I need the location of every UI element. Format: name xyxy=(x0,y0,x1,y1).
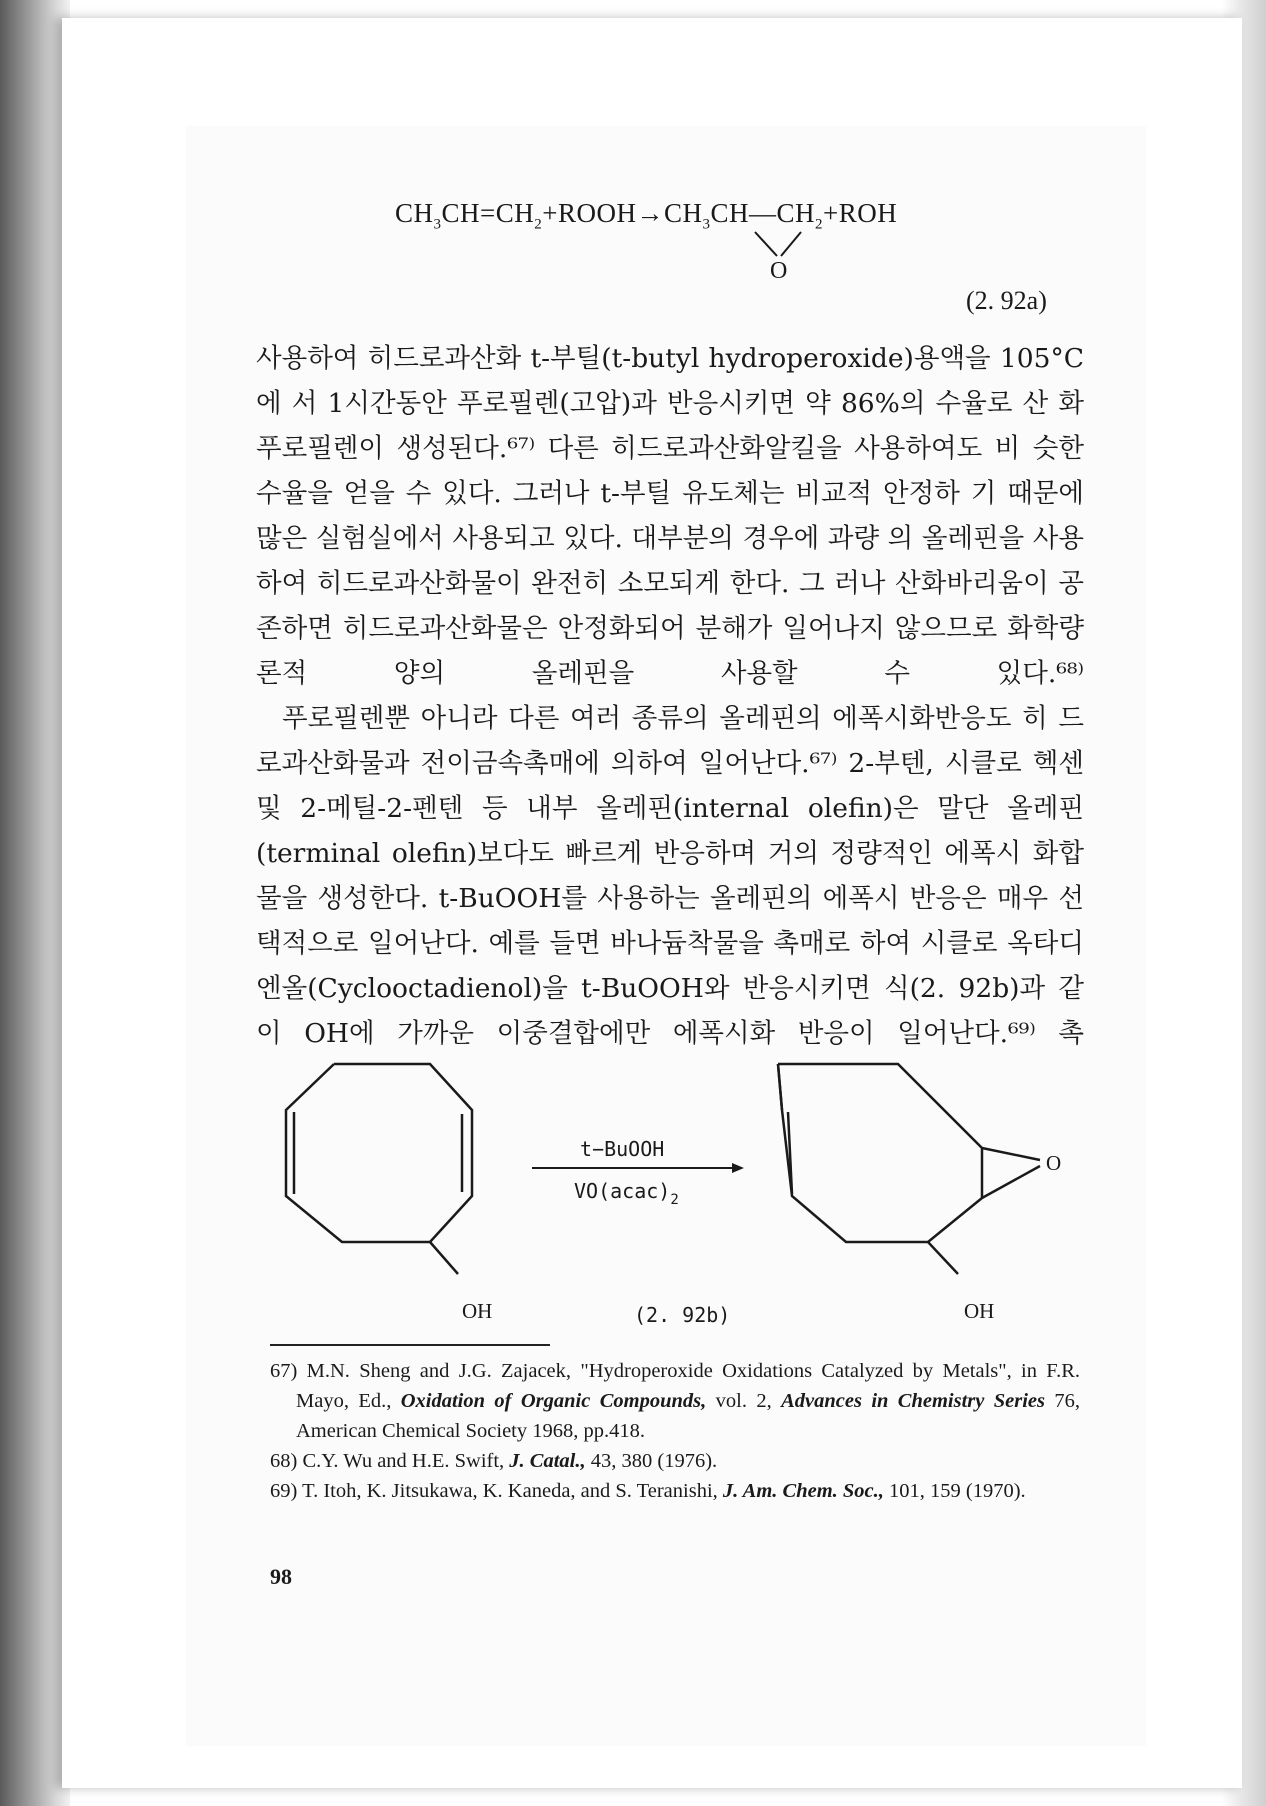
product-oh-label: OH xyxy=(964,1299,995,1323)
text-line: 푸로필렌뿐 아니라 다른 여러 종류의 올레핀의 에폭시화반응도 히 xyxy=(282,703,1048,734)
text-line: 물을 생성한다. t-BuOOH를 사용하는 올레핀의 에폭시 반응은 매우 xyxy=(256,883,1049,914)
text-line: 일어나지 않으므로 화학량론적 양의 올레핀을 사용할 수 있다.⁶⁸⁾ xyxy=(256,613,1084,689)
page-number: 98 xyxy=(270,1564,292,1589)
text-line: 슷한 수율을 얻을 수 있다. 그러나 t-부틸 유도체는 비교적 안정하 xyxy=(256,433,1084,509)
product-oxygen-label: O xyxy=(1046,1151,1062,1175)
text-line: 헥센 및 2-메틸-2-펜텐 등 내부 올레핀(internal olefin)은 말단 올레핀 xyxy=(256,748,1084,824)
body-text xyxy=(256,336,1084,1056)
book-spine xyxy=(0,0,70,1806)
text-line: 옥타디엔올(Cyclooctadienol)을 t-BuOOH와 반응시키면 식(2. 92b)과 xyxy=(256,928,1084,1004)
epoxide-product-structure xyxy=(778,1064,1040,1274)
text-line: 기 때문에 많은 실험실에서 사용되고 있다. 대부분의 경우에 과량 xyxy=(256,478,1084,554)
paragraph-2 xyxy=(256,696,1084,1056)
text-line: (terminal olefin)보다도 빠르게 반응하며 거의 정량적인 에폭시 화합 xyxy=(256,838,1084,869)
text-line: 사용하여 히드로과산화 t-부틸(t-butyl hydroperoxide)용액을 105°C에 xyxy=(256,343,1084,419)
reagent-t-buooh: t−BuOOH xyxy=(580,1137,665,1161)
epoxide-oxygen: O xyxy=(770,258,788,284)
epoxide-bonds xyxy=(745,228,815,262)
footnote-69: 69) T. Itoh, K. Jitsukawa, K. Kaneda, and S. Teranishi, J. Am. Chem. Soc., 101, 159 (1970). xyxy=(270,1480,1026,1502)
catalyst-vo-acac: $VO(acac)_2$ xyxy=(574,1179,679,1208)
equation-label-2-92a: (2. 92a) xyxy=(966,286,1047,315)
reaction-scheme-2-92b xyxy=(262,1052,1082,1332)
cyclooctadienol-structure xyxy=(286,1064,472,1274)
footnote-68: 68) C.Y. Wu and H.E. Swift, J. Catal., 43, 380 (1976). xyxy=(270,1450,718,1472)
footnote-separator xyxy=(270,1344,550,1346)
text-line: 드로과산화물과 전이금속촉매에 의하여 일어난다.⁶⁷⁾ 2-부텐, 시클로 xyxy=(256,703,1084,779)
footnote-67: 67) M.N. Sheng and J.G. Zajacek, "Hydroperoxide Oxidations Catalyzed by Metals", in F.R. Mayo, Ed., Oxidation of Organic Compounds, vol. 2, Advances in Chemistry Series 76, American Chemical Society 1968, pp.418. xyxy=(270,1360,1081,1442)
text-line: 화푸로필렌이 생성된다.⁶⁷⁾ 다른 히드로과산화알킬을 사용하여도 비 xyxy=(256,388,1084,464)
text-line: 같이 OH에 가까운 이중결합에만 에폭시화 반응이 일어난다.⁶⁹⁾ 촉 xyxy=(256,973,1084,1049)
text-line: 서 1시간동안 푸로필렌(고압)과 반응시키면 약 86%의 수율로 산 xyxy=(291,388,1049,419)
text-line: 러나 산화바리움이 공존하면 히드로과산화물은 안정화되어 분해가 xyxy=(256,568,1084,644)
text-line: 의 올레핀을 사용하여 히드로과산화물이 완전히 소모되게 한다. 그 xyxy=(256,523,1084,599)
reactant-oh-label: OH xyxy=(462,1299,493,1323)
reaction-arrow xyxy=(532,1163,744,1173)
text-line: 선택적으로 일어난다. 예를 들면 바나듐착물을 촉매로 하여 시클로 xyxy=(256,883,1084,959)
footnotes xyxy=(270,1356,1080,1506)
equation-2-92a: $CH_3CH=CH_2+ROOH\to CH_3CH—CH_2+ROH$ xyxy=(395,198,898,233)
equation-label-2-92b: (2. 92b) xyxy=(634,1303,731,1327)
paragraph-1 xyxy=(256,336,1084,696)
